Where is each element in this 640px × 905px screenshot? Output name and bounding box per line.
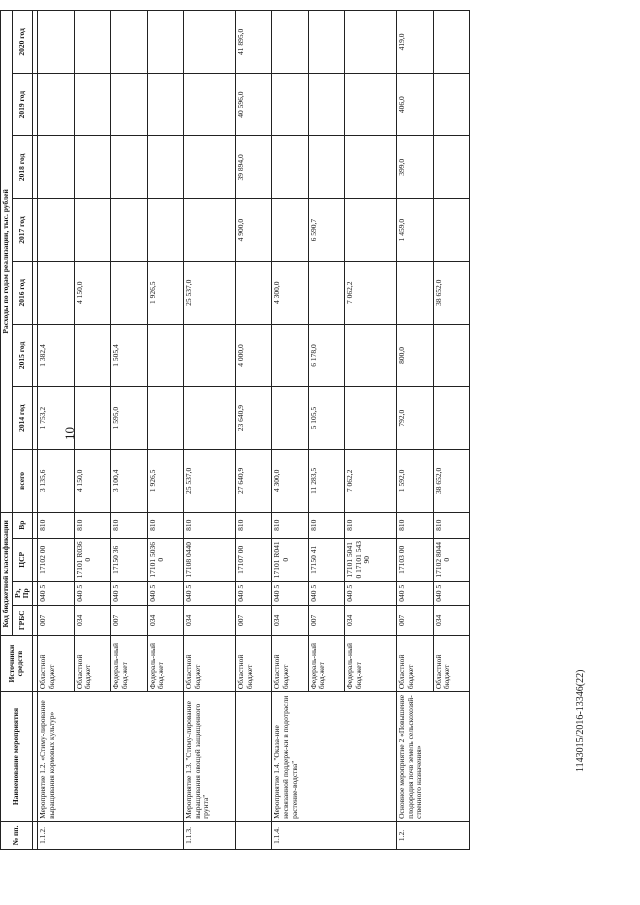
vr-cell: 810 xyxy=(235,512,271,538)
grbs-cell: 034 xyxy=(183,605,235,635)
year-2018-cell xyxy=(183,136,235,199)
year-2015-cell: 4 000,0 xyxy=(235,324,271,387)
year-2016-cell: 4 300,0 xyxy=(272,261,308,324)
year-2018-cell xyxy=(308,136,344,199)
year-2018-cell xyxy=(272,136,308,199)
year-2017-cell: 1 459,0 xyxy=(397,199,433,262)
source-cell: Областной бюджет xyxy=(397,635,433,691)
year-2019-cell: 40 596,0 xyxy=(235,73,271,136)
total-cell: 11 283,5 xyxy=(308,450,344,513)
year-2018-cell: 399,0 xyxy=(397,136,433,199)
year-2014-cell xyxy=(74,387,110,450)
table-body xyxy=(32,11,469,850)
header-grbs: ГРБС xyxy=(12,605,32,635)
year-2016-cell: 38 652,0 xyxy=(433,261,469,324)
grbs-cell: 007 xyxy=(38,605,74,635)
total-cell: 25 537,0 xyxy=(183,450,235,513)
header-2018: 2018 год xyxy=(12,136,32,199)
year-2015-cell xyxy=(183,324,235,387)
csr-cell: 17101 R0360 xyxy=(74,538,110,581)
year-2015-cell xyxy=(147,324,183,387)
budget-table xyxy=(0,10,470,850)
year-2019-cell xyxy=(308,73,344,136)
table-row xyxy=(38,11,74,850)
table-row xyxy=(397,11,433,850)
year-2019-cell xyxy=(38,73,74,136)
vr-cell: 810 xyxy=(183,512,235,538)
year-2018-cell: 39 894,0 xyxy=(235,136,271,199)
grbs-cell: 007 xyxy=(111,605,147,635)
header-total: всего xyxy=(12,450,32,513)
source-cell: Областной бюджет xyxy=(235,635,271,691)
vr-cell: 810 xyxy=(433,512,469,538)
vr-cell: 810 xyxy=(308,512,344,538)
header-name: Наименование мероприятия xyxy=(1,692,33,822)
year-2015-cell xyxy=(272,324,308,387)
rotated-table-container xyxy=(0,10,470,850)
year-2014-cell: 792,0 xyxy=(397,387,433,450)
header-rzpr: Рз, Пр xyxy=(12,581,32,605)
grbs-cell: 007 xyxy=(397,605,433,635)
total-cell: 27 640,9 xyxy=(235,450,271,513)
total-cell: 38 652,0 xyxy=(433,450,469,513)
year-2014-cell: 1 753,2 xyxy=(38,387,74,450)
csr-cell: 17101 50410 17101 54390 xyxy=(345,538,397,581)
rzpr-cell: 040 5 xyxy=(272,581,308,605)
year-2019-cell xyxy=(272,73,308,136)
csr-cell: 17101 R0410 xyxy=(272,538,308,581)
year-2016-cell: 7 062,2 xyxy=(345,261,397,324)
rzpr-cell: 040 5 xyxy=(345,581,397,605)
year-2015-cell xyxy=(345,324,397,387)
year-2015-cell xyxy=(74,324,110,387)
year-2020-cell xyxy=(38,11,74,74)
source-cell: Областной бюджет xyxy=(74,635,110,691)
csr-cell: 17150 36 xyxy=(111,538,147,581)
activity-name-cell xyxy=(235,692,271,822)
source-cell: Областной бюджет xyxy=(272,635,308,691)
year-2018-cell xyxy=(147,136,183,199)
table-row xyxy=(272,11,308,850)
year-2019-cell xyxy=(147,73,183,136)
year-2017-cell xyxy=(183,199,235,262)
grbs-cell: 034 xyxy=(147,605,183,635)
rzpr-cell: 040 5 xyxy=(38,581,74,605)
rzpr-cell: 040 5 xyxy=(433,581,469,605)
year-2016-cell: 1 926,5 xyxy=(147,261,183,324)
csr-cell: 17150 41 xyxy=(308,538,344,581)
year-2018-cell xyxy=(345,136,397,199)
vr-cell: 810 xyxy=(272,512,308,538)
rzpr-cell: 040 5 xyxy=(111,581,147,605)
header-2016: 2016 год xyxy=(12,261,32,324)
activity-name-cell: Мероприятие 1.2. «Стиму-лирование выращивания кормовых культур» xyxy=(38,692,184,822)
year-2015-cell xyxy=(433,324,469,387)
year-2017-cell xyxy=(345,199,397,262)
total-cell: 3 135,6 xyxy=(38,450,74,513)
year-2018-cell xyxy=(433,136,469,199)
year-2014-cell xyxy=(433,387,469,450)
header-2015: 2015 год xyxy=(12,324,32,387)
year-2016-cell xyxy=(38,261,74,324)
year-2020-cell: 41 895,0 xyxy=(235,11,271,74)
year-2018-cell xyxy=(38,136,74,199)
header-source: Источники средств xyxy=(1,635,33,691)
year-2020-cell xyxy=(111,11,147,74)
year-2015-cell: 6 178,0 xyxy=(308,324,344,387)
row-number-cell: 1.1.2. xyxy=(38,821,184,849)
rzpr-cell: 040 5 xyxy=(183,581,235,605)
csr-cell: 17101 50360 xyxy=(147,538,183,581)
grbs-cell: 034 xyxy=(74,605,110,635)
year-2019-cell xyxy=(345,73,397,136)
year-2016-cell: 25 537,0 xyxy=(183,261,235,324)
vr-cell: 810 xyxy=(74,512,110,538)
year-2016-cell xyxy=(308,261,344,324)
row-number-cell: 1.1.4. xyxy=(272,821,397,849)
header-2014: 2014 год xyxy=(12,387,32,450)
csr-cell: 17107 00 xyxy=(235,538,271,581)
header-expenses: Расходы по годам реализации, тыс. рублей xyxy=(1,11,13,513)
year-2019-cell xyxy=(111,73,147,136)
csr-cell: 17108 0440 xyxy=(183,538,235,581)
rzpr-cell: 040 5 xyxy=(235,581,271,605)
source-cell: Областной бюджет xyxy=(38,635,74,691)
activity-name-cell: Мероприятие 1.4. "Оказа-ние несвязанной поддерж-ки в подотрасли растение-водства" xyxy=(272,692,397,822)
header-budget-code: Код бюджетной классификации xyxy=(1,512,13,635)
source-cell: Федераль-ный бюд-жет xyxy=(111,635,147,691)
grbs-cell: 034 xyxy=(272,605,308,635)
year-2020-cell xyxy=(74,11,110,74)
year-2014-cell: 1 595,0 xyxy=(111,387,147,450)
grbs-cell: 007 xyxy=(308,605,344,635)
table-row xyxy=(183,11,235,850)
year-2018-cell xyxy=(111,136,147,199)
year-2017-cell xyxy=(272,199,308,262)
year-2020-cell xyxy=(433,11,469,74)
row-number-cell: 1.2. xyxy=(397,821,470,849)
year-2019-cell xyxy=(183,73,235,136)
vr-cell: 810 xyxy=(111,512,147,538)
header-2020: 2020 год xyxy=(12,11,32,74)
year-2017-cell xyxy=(74,199,110,262)
total-cell: 4 300,0 xyxy=(272,450,308,513)
source-cell: Федераль-ный бюд-жет xyxy=(308,635,344,691)
row-number-cell: 1.1.3. xyxy=(183,821,235,849)
year-2014-cell xyxy=(272,387,308,450)
year-2018-cell xyxy=(74,136,110,199)
source-cell: Федераль-ный бюд-жет xyxy=(345,635,397,691)
header-csr: ЦСР xyxy=(12,538,32,581)
header-vr: Вр xyxy=(12,512,32,538)
year-2020-cell xyxy=(147,11,183,74)
year-2017-cell xyxy=(38,199,74,262)
rzpr-cell: 040 5 xyxy=(308,581,344,605)
year-2016-cell xyxy=(111,261,147,324)
year-2017-cell xyxy=(111,199,147,262)
year-2020-cell xyxy=(272,11,308,74)
grbs-cell: 007 xyxy=(235,605,271,635)
source-cell: Федераль-ный бюд-жет xyxy=(147,635,183,691)
grbs-cell: 034 xyxy=(345,605,397,635)
activity-name-cell: Основное мероприятие 2 «Повышение плодородия почв земель сельскохозяй-ственного назначения» xyxy=(397,692,470,822)
csr-cell: 17102 00 xyxy=(38,538,74,581)
grbs-cell: 034 xyxy=(433,605,469,635)
vr-cell: 810 xyxy=(147,512,183,538)
year-2017-cell: 4 900,0 xyxy=(235,199,271,262)
year-2020-cell: 419,0 xyxy=(397,11,433,74)
year-2014-cell: 5 105,5 xyxy=(308,387,344,450)
year-2014-cell xyxy=(183,387,235,450)
activity-name-cell: Мероприятие 1.3. "Стиму-лирование выращивания овощей защищенного грунта" xyxy=(183,692,235,822)
vr-cell: 810 xyxy=(345,512,397,538)
year-2016-cell: 4 150,0 xyxy=(74,261,110,324)
source-cell: Областной бюджет xyxy=(433,635,469,691)
total-cell: 1 592,0 xyxy=(397,450,433,513)
total-cell: 7 062,2 xyxy=(345,450,397,513)
document-id: 1143015/2016-13346(22) xyxy=(575,669,586,772)
year-2019-cell xyxy=(74,73,110,136)
rzpr-cell: 040 5 xyxy=(74,581,110,605)
row-number-cell xyxy=(235,821,271,849)
total-cell: 1 926,5 xyxy=(147,450,183,513)
year-2015-cell: 800,0 xyxy=(397,324,433,387)
year-2019-cell xyxy=(433,73,469,136)
year-2019-cell: 406,0 xyxy=(397,73,433,136)
year-2017-cell: 6 590,7 xyxy=(308,199,344,262)
total-cell: 4 150,0 xyxy=(74,450,110,513)
header-2017: 2017 год xyxy=(12,199,32,262)
source-cell: Областной бюджет xyxy=(183,635,235,691)
year-2020-cell xyxy=(308,11,344,74)
year-2017-cell xyxy=(147,199,183,262)
total-cell: 3 100,4 xyxy=(111,450,147,513)
rzpr-cell: 040 5 xyxy=(147,581,183,605)
year-2015-cell: 1 382,4 xyxy=(38,324,74,387)
header-num: № пп. xyxy=(1,821,33,849)
year-2016-cell xyxy=(397,261,433,324)
table-row xyxy=(235,11,271,850)
year-2020-cell xyxy=(183,11,235,74)
year-2017-cell xyxy=(433,199,469,262)
csr-cell: 17103 00 xyxy=(397,538,433,581)
year-2015-cell: 1 505,4 xyxy=(111,324,147,387)
header-2019: 2019 год xyxy=(12,73,32,136)
year-2016-cell xyxy=(235,261,271,324)
vr-cell: 810 xyxy=(397,512,433,538)
year-2020-cell xyxy=(345,11,397,74)
rzpr-cell: 040 5 xyxy=(397,581,433,605)
vr-cell: 810 xyxy=(38,512,74,538)
table-head xyxy=(1,11,33,850)
csr-cell: 17102 80440 xyxy=(433,538,469,581)
year-2014-cell: 23 640,9 xyxy=(235,387,271,450)
year-2014-cell xyxy=(147,387,183,450)
year-2014-cell xyxy=(345,387,397,450)
page-number: 10 xyxy=(62,427,77,440)
